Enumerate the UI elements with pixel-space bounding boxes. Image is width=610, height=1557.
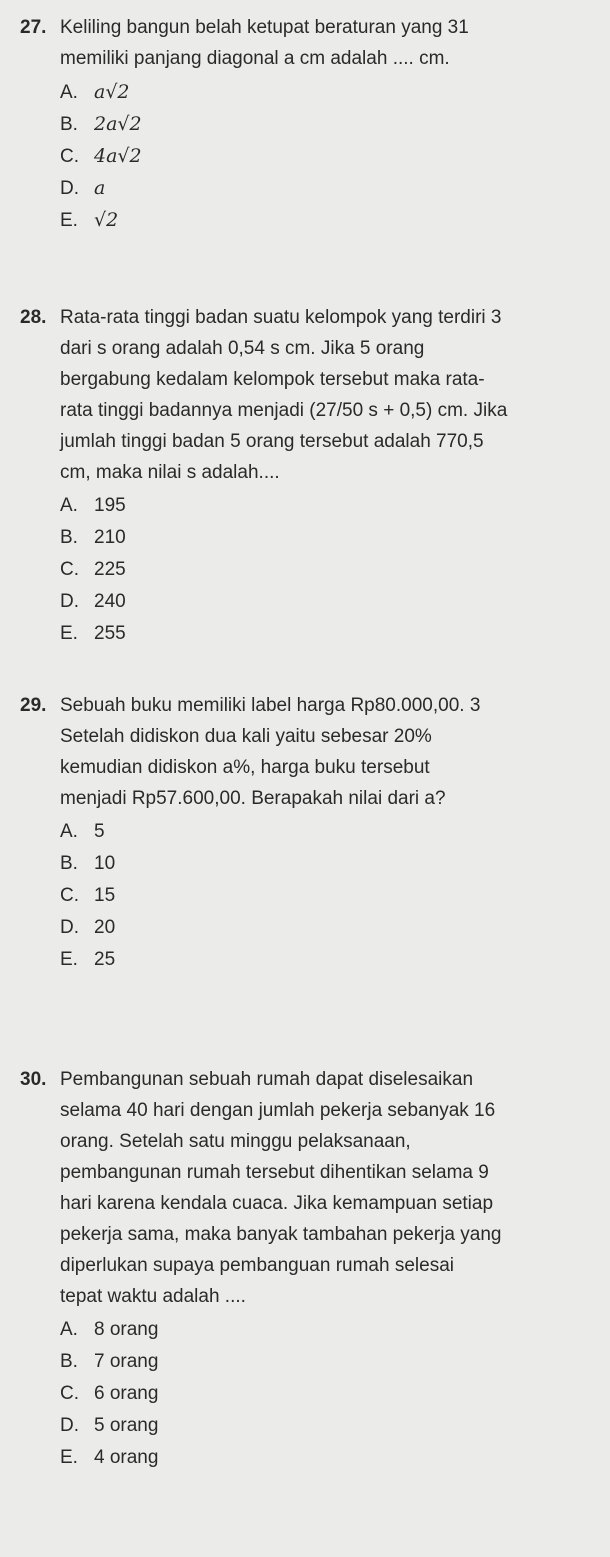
option-b[interactable] xyxy=(60,522,604,554)
question-number: 27. xyxy=(20,17,47,38)
option-label: A. xyxy=(60,495,78,516)
option-text: 210 xyxy=(94,527,126,548)
option-text: 255 xyxy=(94,623,126,644)
question-28 xyxy=(20,302,604,650)
option-label: A. xyxy=(60,1319,78,1340)
question-line: bergabung kedalam kelompok tersebut maka rata- xyxy=(60,369,485,390)
option-e[interactable] xyxy=(60,618,604,650)
question-line: rata tinggi badannya menjadi (27/50 s + 0,5) cm. Jika xyxy=(60,400,508,421)
option-b[interactable] xyxy=(60,108,604,140)
question-line: selama 40 hari dengan jumlah pekerja sebanyak 16 xyxy=(60,1100,496,1121)
option-label: B. xyxy=(60,853,78,874)
option-label: C. xyxy=(60,885,79,906)
option-text: 15 xyxy=(94,885,116,906)
question-27 xyxy=(20,12,604,236)
question-line: Sebuah buku memiliki label harga Rp80.000,00. 3 xyxy=(60,695,481,716)
question-text xyxy=(20,302,604,488)
option-label: D. xyxy=(60,591,79,612)
question-line: Keliling bangun belah ketupat beraturan yang 31 xyxy=(60,17,469,38)
question-number: 30. xyxy=(20,1069,47,1090)
option-text: 2a√2 xyxy=(94,113,142,135)
question-line: dari s orang adalah 0,54 s cm. Jika 5 orang xyxy=(60,338,425,359)
option-e[interactable] xyxy=(60,1442,604,1474)
question-text xyxy=(20,690,604,814)
option-label: C. xyxy=(60,559,79,580)
option-label: B. xyxy=(60,527,78,548)
option-label: E. xyxy=(60,1447,78,1468)
question-line: hari karena kendala cuaca. Jika kemampuan setiap xyxy=(60,1193,494,1214)
option-label: A. xyxy=(60,821,78,842)
option-b[interactable] xyxy=(60,1346,604,1378)
question-line: orang. Setelah satu minggu pelaksanaan, xyxy=(60,1131,411,1152)
question-line: menjadi Rp57.600,00. Berapakah nilai dari a? xyxy=(60,788,446,809)
option-text: 8 orang xyxy=(94,1319,159,1340)
question-line: pembangunan rumah tersebut dihentikan selama 9 xyxy=(60,1162,489,1183)
question-line: jumlah tinggi badan 5 orang tersebut adalah 770,5 xyxy=(60,431,484,452)
option-text: 4a√2 xyxy=(94,145,142,167)
question-line: cm, maka nilai s adalah.... xyxy=(60,462,280,483)
option-a[interactable] xyxy=(60,76,604,108)
option-d[interactable] xyxy=(60,172,604,204)
option-text: 20 xyxy=(94,917,116,938)
option-label: B. xyxy=(60,114,78,135)
option-text: 25 xyxy=(94,949,116,970)
options-list xyxy=(60,816,604,976)
option-a[interactable] xyxy=(60,490,604,522)
option-label: D. xyxy=(60,917,79,938)
option-text: 195 xyxy=(94,495,126,516)
option-text: 6 orang xyxy=(94,1383,159,1404)
option-text: a√2 xyxy=(94,81,130,103)
option-c[interactable] xyxy=(60,140,604,172)
question-line: Pembangunan sebuah rumah dapat diselesaikan xyxy=(60,1069,474,1090)
option-text: 225 xyxy=(94,559,126,580)
option-a[interactable] xyxy=(60,816,604,848)
question-number: 29. xyxy=(20,695,47,716)
option-label: E. xyxy=(60,949,78,970)
options-list xyxy=(60,490,604,650)
question-line: kemudian didiskon a%, harga buku tersebut xyxy=(60,757,430,778)
option-a[interactable] xyxy=(60,1314,604,1346)
option-text: √2 xyxy=(94,209,119,231)
option-label: E. xyxy=(60,623,78,644)
question-line: diperlukan supaya pembanguan rumah selesai xyxy=(60,1255,454,1276)
option-c[interactable] xyxy=(60,554,604,586)
option-label: A. xyxy=(60,82,78,103)
option-d[interactable] xyxy=(60,1410,604,1442)
option-text: 7 orang xyxy=(94,1351,159,1372)
option-label: C. xyxy=(60,146,79,167)
option-label: B. xyxy=(60,1351,78,1372)
option-label: C. xyxy=(60,1383,79,1404)
option-e[interactable] xyxy=(60,204,604,236)
option-c[interactable] xyxy=(60,880,604,912)
option-text: 4 orang xyxy=(94,1447,159,1468)
option-c[interactable] xyxy=(60,1378,604,1410)
option-text: 10 xyxy=(94,853,116,874)
option-e[interactable] xyxy=(60,944,604,976)
option-d[interactable] xyxy=(60,912,604,944)
question-29 xyxy=(20,690,604,976)
question-number: 28. xyxy=(20,307,47,328)
question-line: Setelah didiskon dua kali yaitu sebesar 20% xyxy=(60,726,432,747)
question-line: tepat waktu adalah .... xyxy=(60,1286,246,1307)
option-label: D. xyxy=(60,1415,79,1436)
options-list xyxy=(60,1314,604,1474)
options-list xyxy=(60,76,604,236)
option-label: D. xyxy=(60,178,79,199)
option-text: 240 xyxy=(94,591,126,612)
option-label: E. xyxy=(60,210,78,231)
option-text: a xyxy=(94,177,106,199)
question-text xyxy=(20,1064,604,1312)
option-text: 5 orang xyxy=(94,1415,159,1436)
question-30 xyxy=(20,1064,604,1474)
question-line: pekerja sama, maka banyak tambahan pekerja yang xyxy=(60,1224,502,1245)
option-b[interactable] xyxy=(60,848,604,880)
option-text: 5 xyxy=(94,821,105,842)
option-d[interactable] xyxy=(60,586,604,618)
question-text xyxy=(20,12,604,74)
question-line: Rata-rata tinggi badan suatu kelompok yang terdiri 3 xyxy=(60,307,502,328)
question-line: memiliki panjang diagonal a cm adalah .... cm. xyxy=(60,48,450,69)
